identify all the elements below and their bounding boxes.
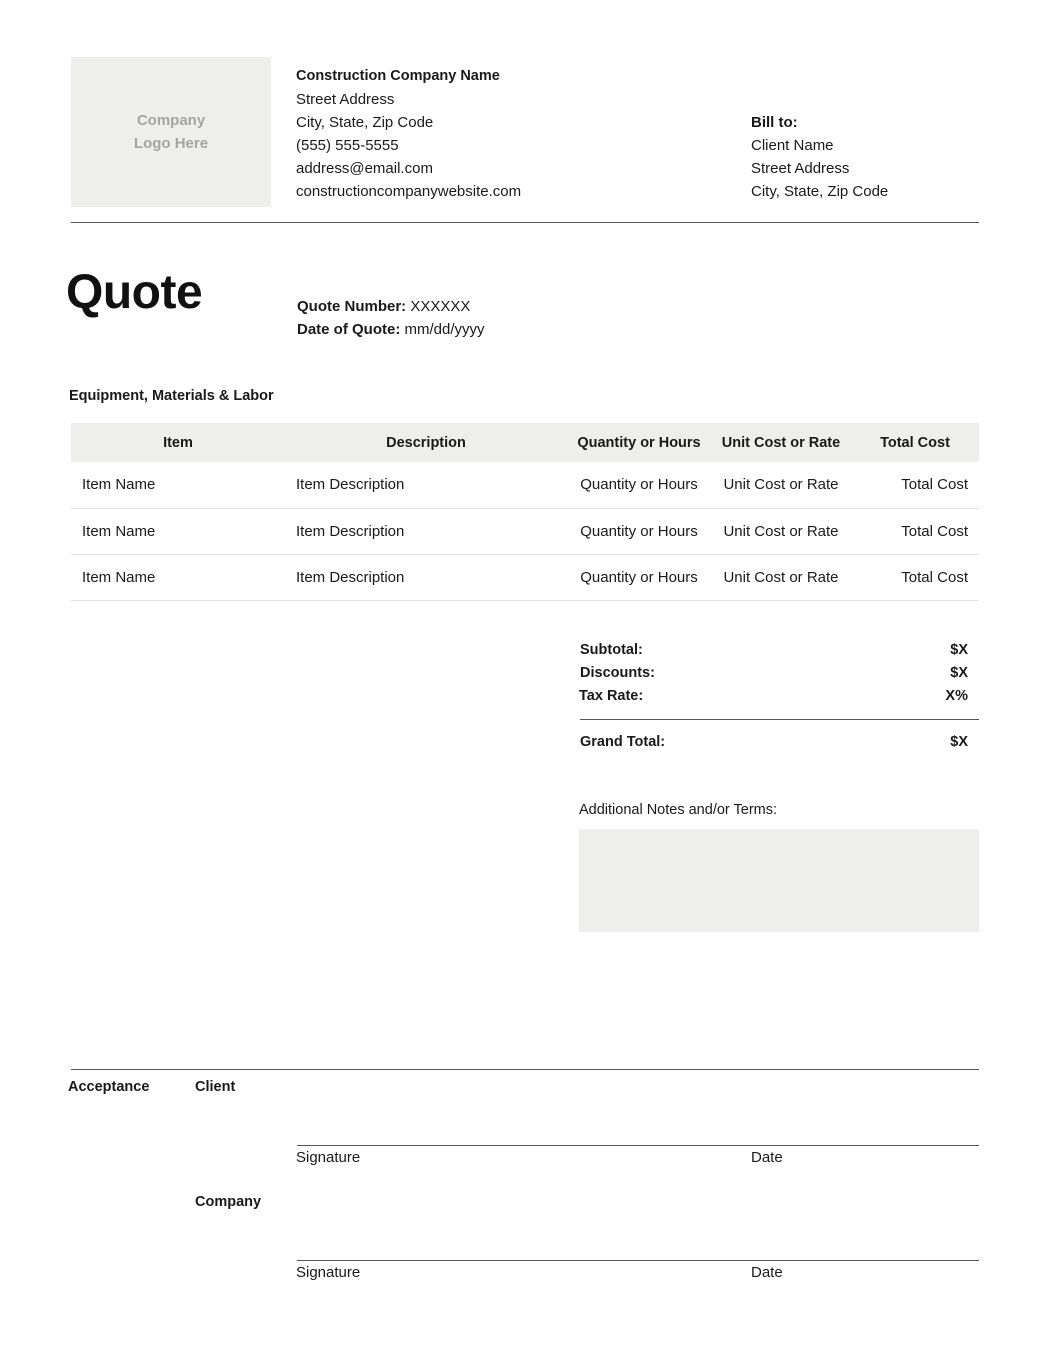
subtotal-label: Subtotal: [580,642,643,658]
cell-item-name[interactable]: Item Name [71,554,285,600]
table-row [71,462,979,508]
tax-rate-row [580,685,968,708]
table-row [71,554,979,600]
bill-to [751,111,888,203]
totals-divider [580,719,979,720]
quote-number-label: Quote Number: [297,298,407,315]
cell-item-description[interactable]: Item Description [285,508,567,554]
cell-unit-cost[interactable]: Unit Cost or Rate [711,508,851,554]
client-section-label: Client [195,1079,236,1095]
company-city-state-zip[interactable]: City, State, Zip Code [296,114,434,131]
totals-block [580,639,968,708]
grand-total-value[interactable]: $X [950,734,968,750]
cell-quantity[interactable]: Quantity or Hours [567,554,711,600]
items-table [71,423,979,601]
tax-rate-label: Tax Rate: [579,688,644,704]
company-email[interactable]: address@email.com [296,160,433,177]
quote-number-row [297,295,485,318]
logo-text-line1: Company [136,112,206,129]
table-row [71,508,979,554]
quote-meta [297,295,485,341]
client-city-state-zip[interactable]: City, State, Zip Code [751,183,889,200]
client-street[interactable]: Street Address [751,160,850,177]
column-header-quantity: Quantity or Hours [567,423,711,462]
logo-text-line2: Logo Here [133,135,209,152]
column-header-unit-cost: Unit Cost or Rate [711,423,851,462]
cell-quantity[interactable]: Quantity or Hours [567,508,711,554]
company-website[interactable]: constructioncompanywebsite.com [296,183,522,200]
company-phone[interactable]: (555) 555-5555 [296,137,399,154]
company-signature-line[interactable] [297,1260,979,1261]
page-title: Quote [66,266,203,319]
discounts-value[interactable]: $X [950,665,968,681]
quote-date-value[interactable]: mm/dd/yyyy [404,321,485,338]
cell-item-name[interactable]: Item Name [71,462,285,508]
table-header-row [71,423,979,462]
discounts-label: Discounts: [580,665,655,681]
company-signature-label: Signature [296,1264,361,1281]
notes-textarea[interactable] [579,829,979,932]
cell-item-description[interactable]: Item Description [285,554,567,600]
company-date-label: Date [751,1264,783,1281]
quote-date-row [297,318,485,341]
company-info [296,65,521,203]
acceptance-title: Acceptance [68,1079,150,1095]
grand-total-block [580,731,968,754]
cell-item-description[interactable]: Item Description [285,462,567,508]
notes-label: Additional Notes and/or Terms: [579,802,778,818]
company-logo-placeholder[interactable] [71,57,271,207]
acceptance-divider [71,1069,979,1070]
cell-total-cost[interactable]: Total Cost [851,508,979,554]
client-signature-line[interactable] [297,1145,979,1146]
company-section-label: Company [195,1194,262,1210]
tax-rate-value[interactable]: X% [945,688,968,704]
client-name[interactable]: Client Name [751,137,834,154]
cell-total-cost[interactable]: Total Cost [851,554,979,600]
items-section-title: Equipment, Materials & Labor [69,388,274,404]
subtotal-row [580,639,968,662]
company-name[interactable]: Construction Company Name [296,68,500,84]
quote-number-value[interactable]: XXXXXX [410,298,471,315]
grand-total-label: Grand Total: [580,734,666,750]
column-header-item: Item [71,423,285,462]
client-signature-label: Signature [296,1149,361,1166]
cell-quantity[interactable]: Quantity or Hours [567,462,711,508]
subtotal-value[interactable]: $X [950,642,968,658]
cell-unit-cost[interactable]: Unit Cost or Rate [711,554,851,600]
cell-total-cost[interactable]: Total Cost [851,462,979,508]
client-date-label: Date [751,1149,783,1166]
bill-to-label: Bill to: [751,114,798,131]
cell-unit-cost[interactable]: Unit Cost or Rate [711,462,851,508]
column-header-description: Description [285,423,567,462]
column-header-total-cost: Total Cost [851,423,979,462]
header-divider [71,222,979,223]
cell-item-name[interactable]: Item Name [71,508,285,554]
grand-total-row [580,731,968,754]
quote-date-label: Date of Quote: [297,321,401,338]
company-street[interactable]: Street Address [296,91,395,108]
discounts-row [580,662,968,685]
